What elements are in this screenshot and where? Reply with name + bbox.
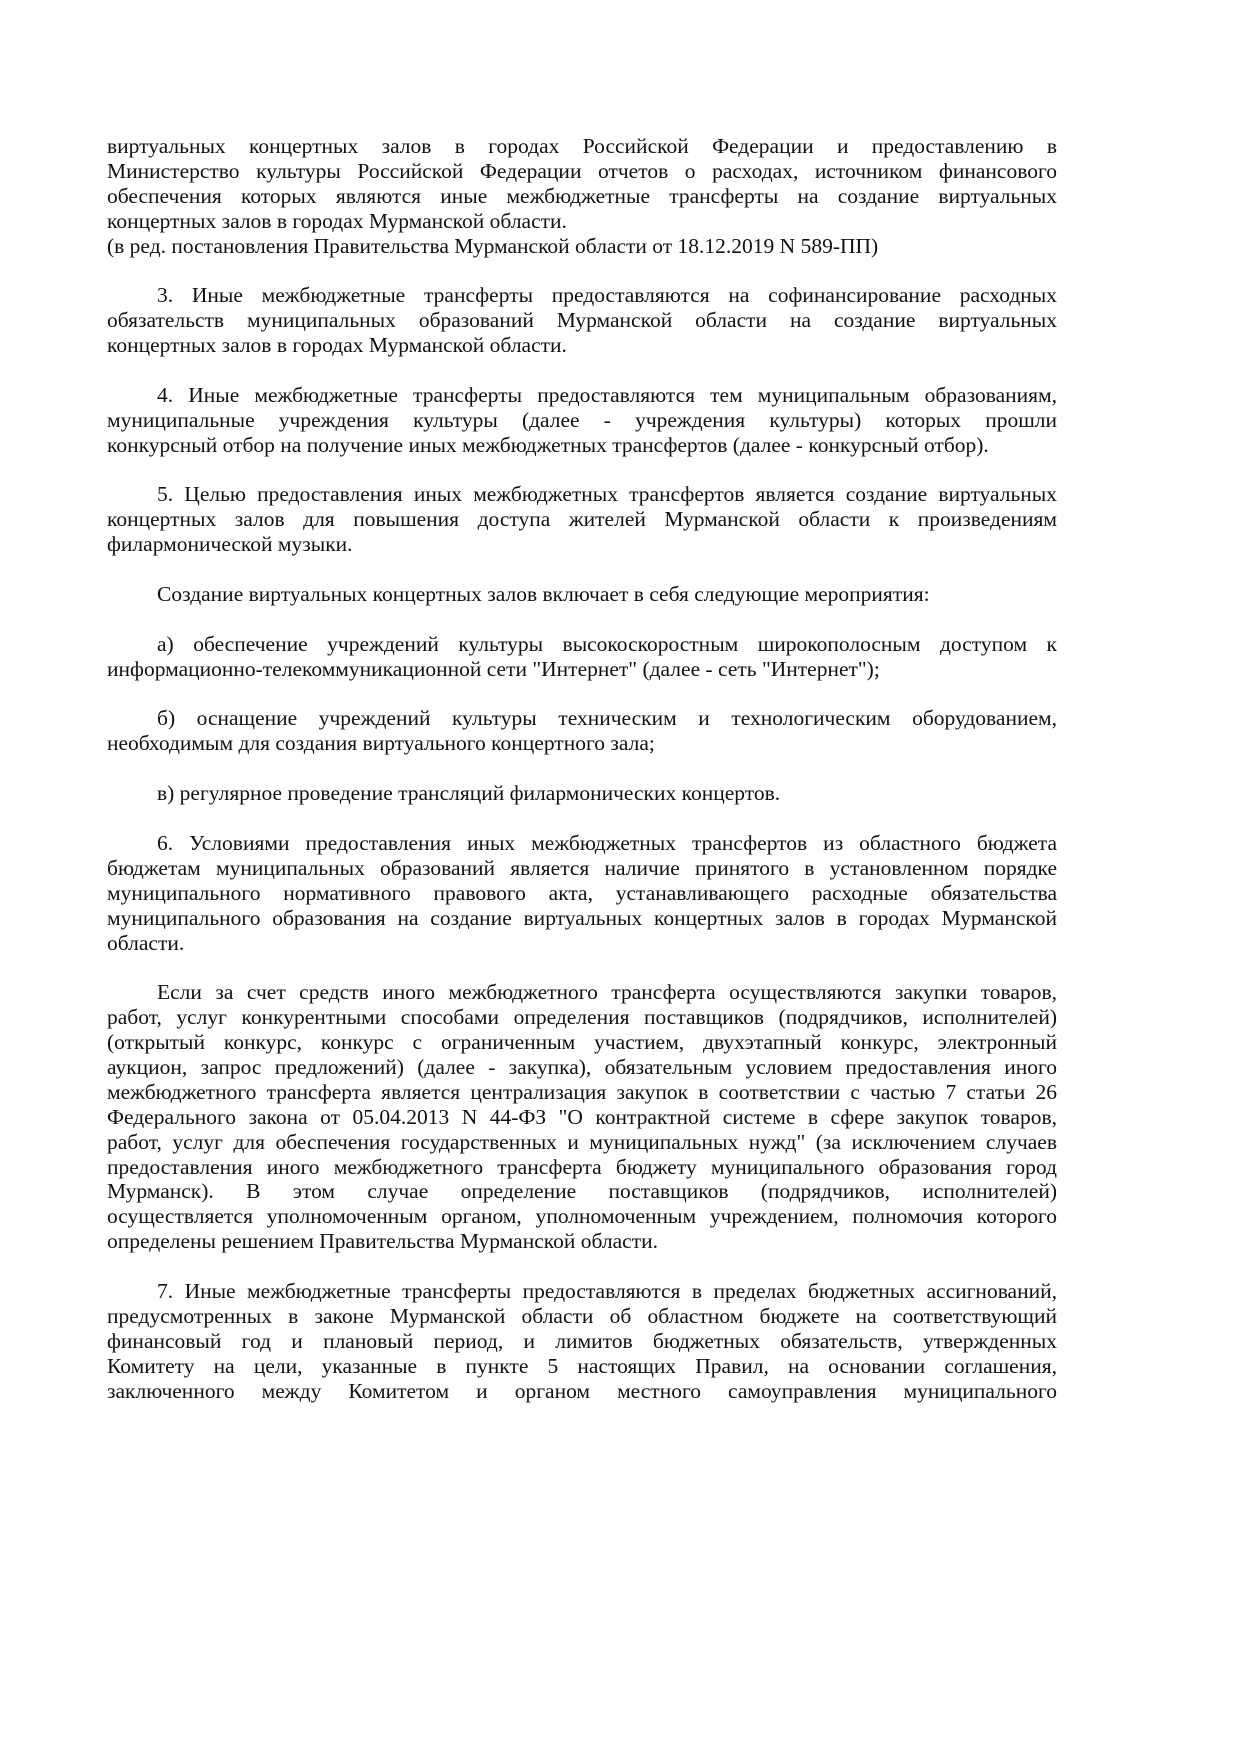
text-line: необходимым для создания виртуального концертного зала; — [107, 731, 655, 756]
text-line: в) регулярное проведение трансляций филармонических концертов. — [157, 781, 781, 806]
text-line: муниципальные учреждения культуры (далее - учреждения культуры) которых прошли — [107, 407, 1057, 432]
text-line: финансовый год и плановый период, и лимитов бюджетных обязательств, утвержденных — [107, 1328, 1057, 1353]
text-line: а) обеспечение учреждений культуры высокоскоростным широкополосным доступом к — [157, 631, 1057, 656]
paragraph — [107, 831, 1057, 955]
paragraph — [107, 383, 1057, 458]
document-body — [107, 134, 1057, 1428]
text-line: (в ред. постановления Правительства Мурманской области от 18.12.2019 N 589-ПП) — [107, 233, 879, 258]
text-line: б) оснащение учреждений культуры техническим и технологическим оборудованием, — [157, 706, 1057, 731]
text-line: предусмотренных в законе Мурманской области об областном бюджете на соответствующий — [107, 1303, 1057, 1328]
text-line: области. — [107, 930, 185, 955]
text-line: обеспечения которых являются иные межбюджетные трансферты на создание виртуальных — [107, 183, 1057, 208]
text-line: 6. Условиями предоставления иных межбюджетных трансфертов из областного бюджета — [157, 830, 1057, 855]
text-line: Комитету на цели, указанные в пункте 5 настоящих Правил, на основании соглашения, — [107, 1353, 1057, 1378]
text-line: концертных залов в городах Мурманской области. — [107, 208, 567, 233]
text-line: Создание виртуальных концертных залов включает в себя следующие мероприятия: — [157, 582, 930, 607]
text-line: межбюджетного трансферта является централизация закупок в соответствии с частью 7 статьи 26 — [107, 1079, 1057, 1104]
text-line: Мурманск). В этом случае определение поставщиков (подрядчиков, исполнителей) — [107, 1179, 1057, 1204]
text-line: работ, услуг для обеспечения государственных и муниципальных нужд" (за исключением случаев — [107, 1129, 1057, 1154]
text-line: предоставления иного межбюджетного трансферта бюджету муниципального образования город — [107, 1154, 1057, 1179]
text-line: Министерство культуры Российской Федерации отчетов о расходах, источником финансового — [107, 158, 1057, 183]
text-line: 5. Целью предоставления иных межбюджетных трансфертов является создание виртуальных — [157, 482, 1057, 507]
paragraph — [107, 482, 1057, 557]
paragraph — [107, 283, 1057, 358]
paragraph — [107, 632, 1057, 682]
paragraph — [107, 980, 1057, 1254]
text-line: муниципального образования на создание виртуальных концертных залов в городах Мурманской — [107, 905, 1057, 930]
text-line: муниципального нормативного правового акта, устанавливающего расходные обязательства — [107, 880, 1057, 905]
text-line: Федерального закона от 05.04.2013 N 44-ФЗ "О контрактной системе в сфере закупок товаров, — [107, 1104, 1057, 1129]
text-line: 7. Иные межбюджетные трансферты предоставляются в пределах бюджетных ассигнований, — [157, 1278, 1057, 1303]
paragraph — [107, 134, 1057, 234]
text-line: бюджетам муниципальных образований является наличие принятого в установленном порядке — [107, 855, 1057, 880]
text-line: филармонической музыки. — [107, 532, 353, 557]
text-line: виртуальных концертных залов в городах Российской Федерации и предоставлению в — [107, 134, 1057, 158]
paragraph — [107, 1279, 1057, 1403]
text-line: заключенного между Комитетом и органом местного самоуправления муниципального — [107, 1378, 1057, 1403]
paragraph — [107, 706, 1057, 756]
text-line: (открытый конкурс, конкурс с ограниченным участием, двухэтапный конкурс, электронный — [107, 1030, 1057, 1055]
text-line: обязательств муниципальных образований Мурманской области на создание виртуальных — [107, 308, 1057, 333]
paragraph — [107, 582, 1057, 607]
text-line: концертных залов в городах Мурманской области. — [107, 333, 567, 358]
text-line: 3. Иные межбюджетные трансферты предоставляются на софинансирование расходных — [157, 283, 1057, 308]
text-line: информационно-телекоммуникационной сети "Интернет" (далее - сеть "Интернет"); — [107, 656, 880, 681]
text-line: осуществляется уполномоченным органом, уполномоченным учреждением, полномочия которого — [107, 1204, 1057, 1229]
text-line: аукцион, запрос предложений) (далее - закупка), обязательным условием предоставления иного — [107, 1054, 1057, 1079]
text-line: работ, услуг конкурентными способами определения поставщиков (подрядчиков, исполнителей) — [107, 1005, 1057, 1030]
text-line: Если за счет средств иного межбюджетного трансферта осуществляются закупки товаров, — [157, 980, 1057, 1005]
text-line: конкурсный отбор на получение иных межбюджетных трансфертов (далее - конкурсный отбор). — [107, 432, 989, 457]
text-line: определены решением Правительства Мурманской области. — [107, 1229, 658, 1254]
text-line: концертных залов для повышения доступа жителей Мурманской области к произведениям — [107, 507, 1057, 532]
paragraph — [107, 781, 1057, 806]
text-line: 4. Иные межбюджетные трансферты предоставляются тем муниципальным образованиям, — [157, 382, 1057, 407]
paragraph — [107, 234, 1057, 259]
